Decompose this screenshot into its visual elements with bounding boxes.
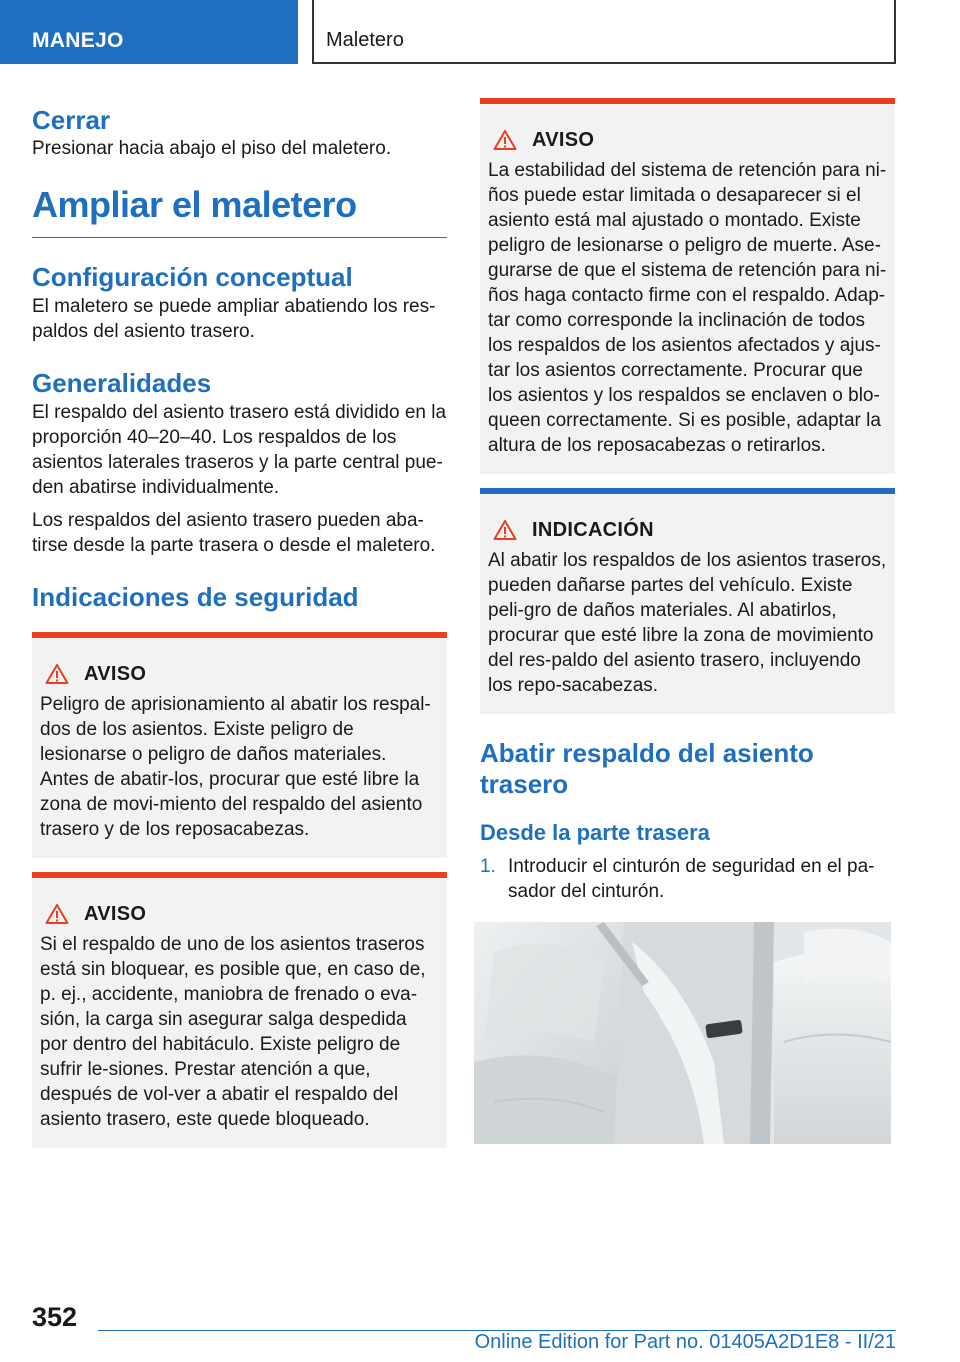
warning-text: Si el respaldo de uno de los asientos traseros está sin bloquear, es posible que, en caso de, p. ej., accidente, maniobra de frenado o eva-sión, la carga sin asegurar salga despedida por dentro del habitáculo. Existe peligro de sufrir le-siones. Prestar atención a que, después de vol-ver a abatir el respaldo del asiento trasero, este quede bloqueado. — [40, 934, 426, 1130]
heading-general: Generalidades — [32, 368, 212, 398]
step-number: 1. — [480, 856, 496, 877]
step-text: Introducir el cinturón de seguridad en el pa-sador del cinturón. — [508, 856, 875, 902]
warning-box-3 — [480, 98, 895, 474]
warning-title: AVISO — [84, 902, 147, 925]
notice-text: Al abatir los respaldos de los asientos traseros, pueden dañarse partes del vehículo. Existe peli-gro de daños materiales. Al abatirlos, procurar que esté libre la zona de movimiento del res-paldo del asiento trasero, incluyendo los repo-sacabezas. — [488, 550, 887, 696]
main-heading: Ampliar el maletero — [32, 183, 447, 238]
notice-title: INDICACIÓN — [532, 518, 654, 541]
concept-text: El maletero se puede ampliar abatiendo los res-paldos del asiento trasero. — [32, 296, 436, 342]
heading-cerrar: Cerrar — [32, 105, 111, 135]
seat-illustration — [474, 922, 891, 1144]
page-number: 352 — [32, 1302, 78, 1332]
notice-triangle-icon — [488, 518, 522, 542]
edition-info: Online Edition for Part no. 01405A2D1E8 - II/21 — [474, 1331, 896, 1353]
right-column — [480, 98, 895, 1144]
rear-seat-photo — [474, 922, 891, 1144]
warning-title: AVISO — [84, 662, 147, 685]
warning-title: AVISO — [532, 128, 595, 151]
general-text-2: Los respaldos del asiento trasero pueden aba-tirse desde la parte trasera o desde el maletero. — [32, 510, 436, 556]
cerrar-text: Presionar hacia abajo el piso del maletero. — [32, 138, 392, 159]
heading-safety: Indicaciones de seguridad — [32, 582, 359, 612]
warning-text: Peligro de aprisionamiento al abatir los respal-dos de los asientos. Existe peligro de lesionarse o peligro de daños materiales. Antes de abatir-los, procurar que esté libre la zona de movi-miento del respaldo del asiento trasero y de los reposacabezas. — [40, 694, 431, 840]
general-text-1: El respaldo del asiento trasero está dividido en la proporción 40–20–40. Los respaldos de los asientos laterales traseros y la parte central pue-den abatirse individualmente. — [32, 402, 447, 498]
warning-box-2 — [32, 872, 447, 1148]
notice-box — [480, 488, 895, 714]
warning-triangle-icon — [488, 128, 522, 152]
warning-text: La estabilidad del sistema de retención para ni-ños puede estar limitada o desaparecer si el asiento está mal ajustado o montado. Existe peligro de lesionarse o peligro de muerte. Ase-gurarse de que el sistema de retención para ni-ños haga contacto firme con el respaldo. Adap-tar como corresponde la inclinación de todos los respaldos de los asientos afectados y ajus-tar los asientos correctamente. Procurar que los asientos y los respaldos se enclaven o blo-queen correctamente. Si es posible, adaptar la altura de los reposacabezas o retirarlos. — [488, 160, 887, 456]
warning-triangle-icon — [40, 662, 74, 686]
heading-concept: Configuración conceptual — [32, 262, 353, 292]
section-tab: MANEJO — [0, 0, 298, 64]
warning-box-1 — [32, 632, 447, 858]
left-column — [32, 100, 447, 1148]
warning-triangle-icon — [40, 902, 74, 926]
heading-from-rear: Desde la parte trasera — [480, 820, 710, 845]
heading-fold-seat: Abatir respaldo del asiento trasero — [480, 738, 814, 799]
list-item — [480, 854, 895, 904]
chapter-title: Maletero — [312, 0, 896, 64]
